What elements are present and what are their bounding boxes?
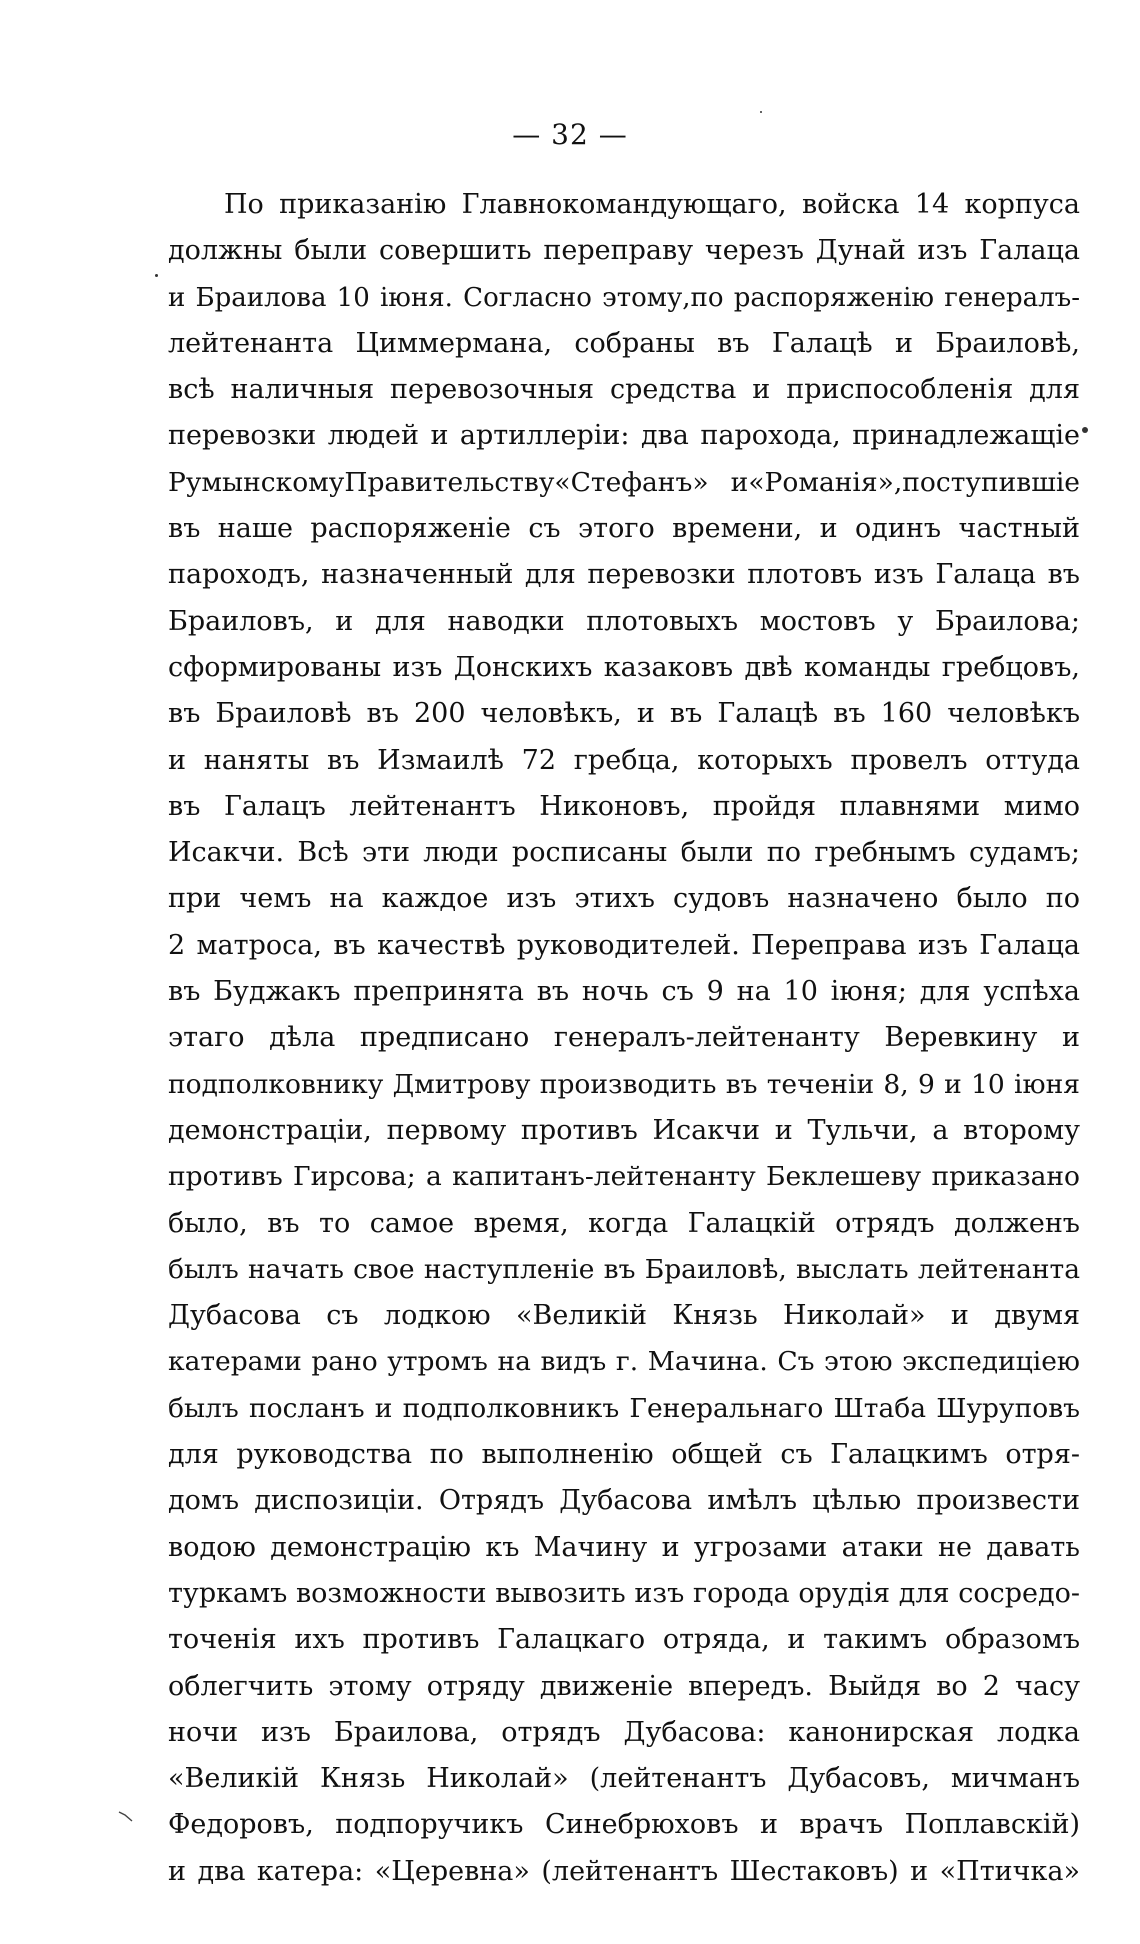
print-speck <box>760 111 762 113</box>
text-line: Исакчи. Всѣ эти люди росписаны были по гребнымъ судамъ; <box>168 837 1080 869</box>
text-line: должны были совершить переправу черезъ Дунай изъ Галаца <box>168 235 1080 267</box>
body-text <box>168 182 1080 1895</box>
text-line: домъ диспозиціи. Отрядъ Дубасова имѣлъ цѣлью произвести <box>168 1485 1080 1517</box>
text-line: демонстраціи, первому противъ Исакчи и Тульчи, а второму <box>168 1114 1080 1146</box>
print-speck <box>1082 427 1088 433</box>
text-line: въ Браиловѣ въ 200 человѣкъ, и въ Галацѣ въ 160 человѣкъ <box>168 698 1080 730</box>
text-line: для руководства по выполненію общей съ Галацкимъ отря- <box>168 1439 1080 1471</box>
text-line: этаго дѣла предписано генералъ-лейтенанту Веревкину и <box>168 1022 1080 1054</box>
text-line: Федоровъ, подпоручикъ Синебрюховъ и врачъ Поплавскій) <box>168 1809 1080 1841</box>
text-line: подполковнику Дмитрову производить въ теченіи 8, 9 и 10 іюня <box>168 1068 1080 1100</box>
text-line: при чемъ на каждое изъ этихъ судовъ назначено было по <box>168 883 1080 915</box>
text-line: было, въ то самое время, когда Галацкій отрядъ долженъ <box>168 1207 1080 1239</box>
text-line: РумынскомуПравительству«Стефанъ» и«Романія»,поступившіе <box>168 466 1080 498</box>
text-line: облегчить этому отряду движеніе впередъ. Выйдя во 2 часу <box>168 1670 1080 1702</box>
text-line: По приказанію Главнокомандующаго, войска 14 корпуса <box>224 189 1080 220</box>
text-line: былъ посланъ и подполковникъ Генеральнаго Штаба Шуруповъ <box>168 1392 1080 1424</box>
text-line: и Браилова 10 іюня. Согласно этому,по распоряженію генералъ- <box>168 282 1080 313</box>
text-line: точенія ихъ противъ Галацкаго отряда, и такимъ образомъ <box>168 1624 1080 1656</box>
page-number: — 32 — <box>512 118 628 151</box>
text-line: 2 матроса, въ качествѣ руководителей. Переправа изъ Галаца <box>168 929 1080 961</box>
text-line: сформированы изъ Донскихъ казаковъ двѣ команды гребцовъ, <box>168 651 1080 683</box>
print-speck <box>155 274 158 277</box>
text-line: пароходъ, назначенный для перевозки плотовъ изъ Галаца въ <box>168 559 1080 591</box>
text-line: водою демонстрацію къ Мачину и угрозами атаки не давать <box>168 1531 1080 1563</box>
text-line: и наняты въ Измаилѣ 72 гребца, которыхъ провелъ оттуда <box>168 744 1080 776</box>
print-scratch <box>118 1810 134 1822</box>
text-line: въ Галацъ лейтенантъ Никоновъ, пройдя плавнями мимо <box>168 790 1080 822</box>
text-line: противъ Гирсова; а капитанъ-лейтенанту Беклешеву приказано <box>168 1161 1080 1193</box>
text-line: туркамъ возможности вывозить изъ города орудія для сосредо- <box>168 1577 1080 1609</box>
text-line: былъ начать свое наступленіе въ Браиловѣ, выслать лейтенанта <box>168 1253 1080 1285</box>
text-line: лейтенанта Циммермана, собраны въ Галацѣ и Браиловѣ, <box>168 327 1080 359</box>
text-line: ночи изъ Браилова, отрядъ Дубасова: канонирская лодка <box>168 1716 1080 1748</box>
text-line: всѣ наличныя перевозочныя средства и приспособленія для <box>168 374 1080 406</box>
text-line: въ наше распоряженіе съ этого времени, и одинъ частный <box>168 513 1080 545</box>
text-line: Дубасова съ лодкою «Великій Князь Николай» и двумя <box>168 1300 1080 1332</box>
text-line: въ Буджакъ препринята въ ночь съ 9 на 10 іюня; для успѣха <box>168 976 1080 1008</box>
text-line: Браиловъ, и для наводки плотовыхъ мостовъ у Браилова; <box>168 605 1080 637</box>
text-line: и два катера: «Церевна» (лейтенантъ Шестаковъ) и «Птичка» <box>168 1855 1080 1887</box>
text-line: перевозки людей и артиллеріи: два парохода, принадлежащіе <box>168 420 1080 452</box>
text-line: катерами рано утромъ на видъ г. Мачина. Съ этою экспедиціею <box>168 1346 1080 1378</box>
text-line: «Великій Князь Николай» (лейтенантъ Дубасовъ, мичманъ <box>168 1763 1080 1795</box>
